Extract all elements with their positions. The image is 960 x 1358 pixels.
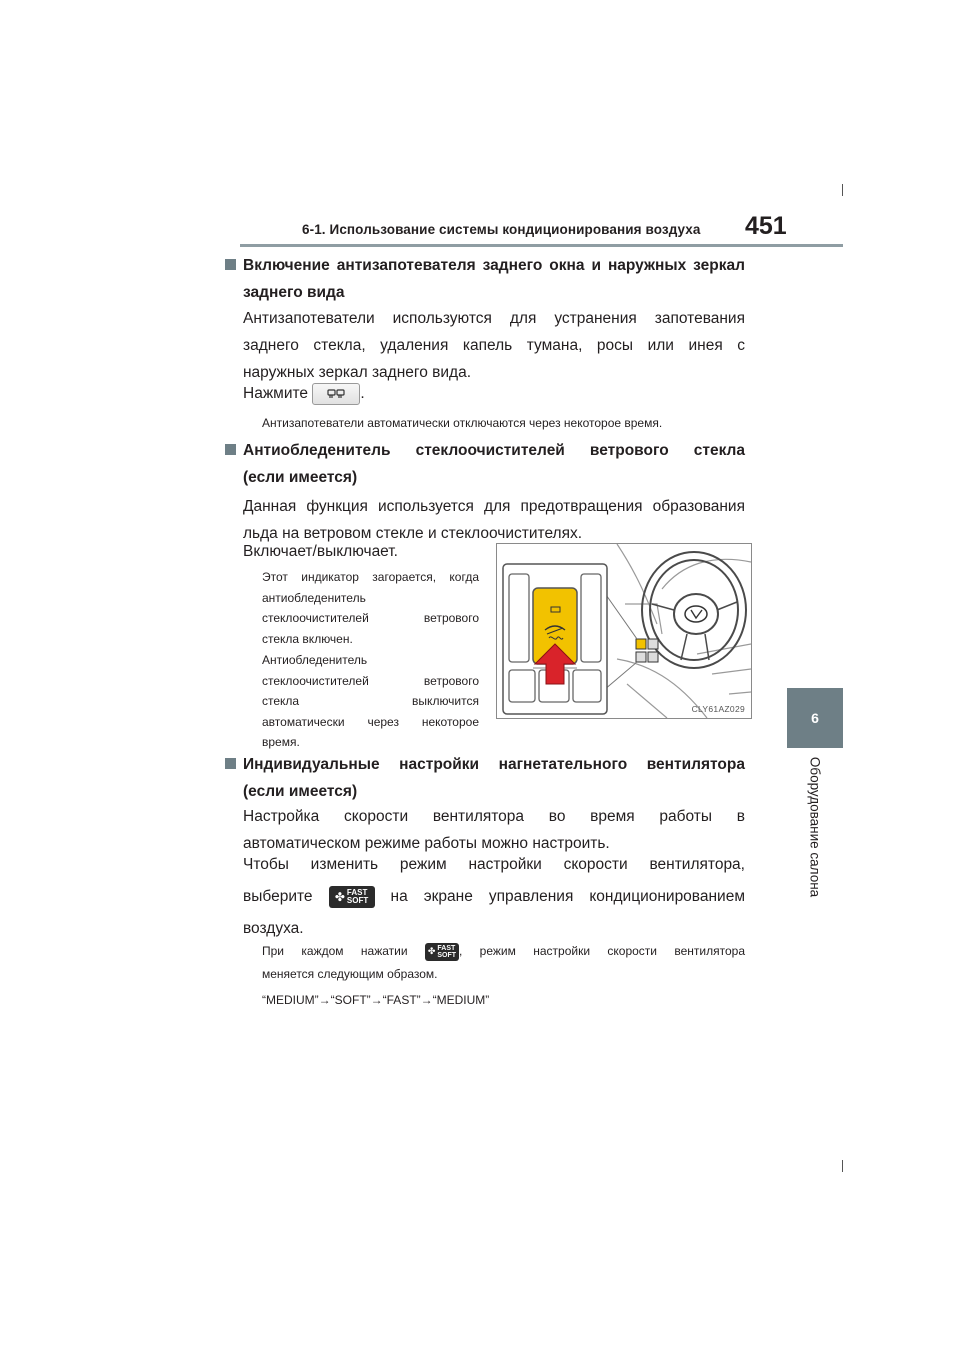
section-heading: Индивидуальные настройки нагнетательного вентилятора (если имеется) (225, 751, 745, 805)
fan-icon: ✤ (334, 889, 345, 904)
bullet-square-icon (225, 444, 236, 455)
paragraph: Настройка скорости вентилятора во время работы в автоматическом режиме работы можно настроить. (243, 808, 745, 852)
wiper-deicer-illustration (496, 543, 752, 719)
fan-mode-note: При каждом нажатии ✤ FAST SOFT , режим настройки скорости вентилятора меняется следующим образом. (262, 944, 745, 981)
fan-mode-sequence: “MEDIUM”→“SOFT”→“FAST”→“MEDIUM” (262, 993, 490, 1007)
paragraph: Антизапотеватели используются для устранения запотевания заднего стекла, удаления капель тумана, росы или инея с наружных зеркал заднего вида. (243, 310, 745, 381)
toggle-text: Включает/выключает. (243, 543, 398, 560)
section-heading: Включение антизапотевателя заднего окна и наружных зеркал заднего вида (225, 252, 745, 306)
bullet-square-icon (225, 259, 236, 270)
auto-off-note: Антиобледенитель стеклоочистителей ветрового стекла выключится автоматически через некоторое время. (262, 653, 479, 749)
page-number: 451 (745, 212, 787, 240)
chapter-tab (787, 688, 843, 748)
chapter-number: 6 (811, 710, 819, 726)
dashboard-illustration (497, 544, 751, 718)
paragraph: Данная функция используется для предотвращения образования льда на ветровом стекле и стеклоочистителях. (243, 498, 745, 542)
section-heading: Антиобледенитель стеклоочистителей ветрового стекла (если имеется) (225, 437, 745, 491)
bullet-square-icon (225, 758, 236, 769)
section-title: 6-1. Использование системы кондиционирования воздуха (302, 222, 701, 237)
header-rule (240, 244, 843, 247)
fast-soft-button-icon: ✤ FAST SOFT (329, 886, 375, 908)
note: Антизапотеватели автоматически отключаются через некоторое время. (262, 416, 663, 430)
indicator-note: Этот индикатор загорается, когда антиобледенитель стеклоочистителей ветрового стекла включен. (262, 570, 479, 646)
rear-defogger-button-icon (312, 383, 360, 405)
crop-mark (842, 1160, 843, 1172)
figure-code: CLY61AZ029 (691, 704, 745, 714)
fast-soft-button-icon: ✤ FAST SOFT (425, 943, 459, 961)
crop-mark (842, 184, 843, 196)
paragraph: Чтобы изменить режим настройки скорости вентилятора, выберите ✤ FAST SOFT на экране управления кондиционированием воздуха. (243, 856, 745, 937)
chapter-label: Оборудование салона (807, 756, 823, 898)
press-instruction: Нажмите . (243, 380, 745, 407)
fan-icon: ✤ (427, 946, 436, 957)
